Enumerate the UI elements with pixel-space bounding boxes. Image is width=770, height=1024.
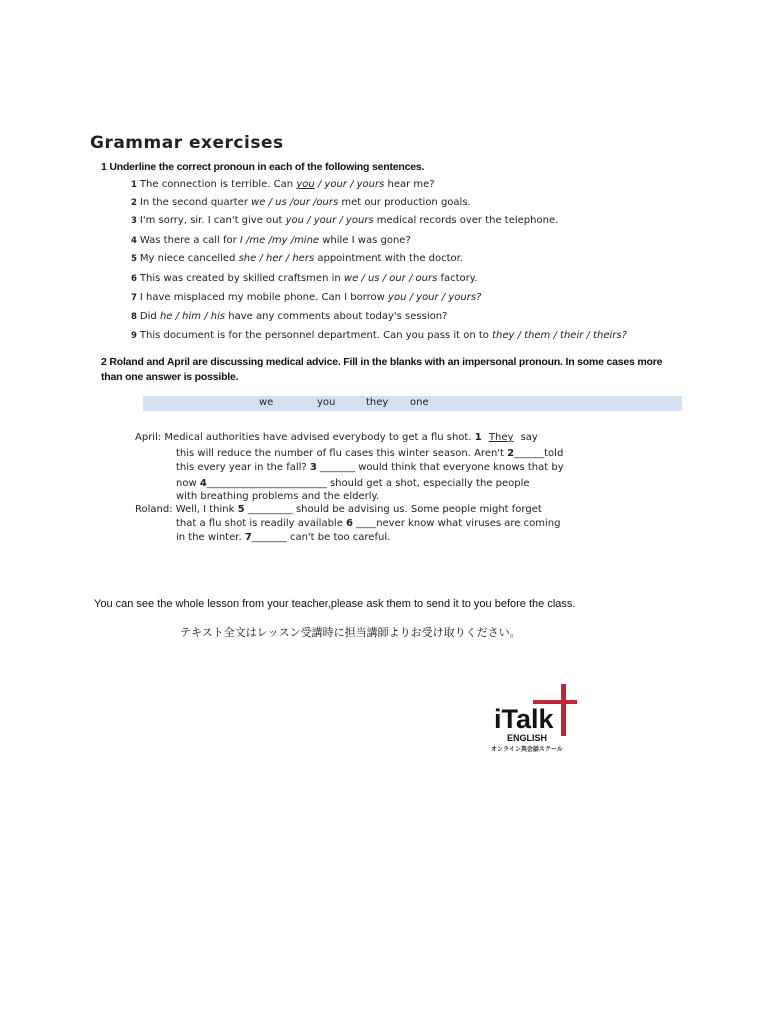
speaker-april: April: (135, 432, 162, 443)
question-item (131, 235, 411, 246)
dialogue-text: can't be too careful. (286, 532, 391, 543)
pronoun-options[interactable]: she / her / hers (238, 253, 315, 264)
pronoun-option-rest: / your / yours (314, 179, 385, 190)
section2-heading-line1: 2 Roland and April are discussing medical advice. Fill in the blanks with an impersonal pronoun. In some cases more (101, 356, 663, 368)
word-bank (143, 396, 682, 411)
dialogue-text: would think that everyone knows that by (355, 462, 564, 473)
pronoun-options[interactable]: they / them / their / theirs? (492, 330, 627, 341)
question-text: The connection is terrible. Can (139, 179, 297, 190)
pronoun-options[interactable] (296, 179, 384, 190)
pronoun-options[interactable]: he / him / his (159, 311, 226, 322)
blank-number: 2 (507, 448, 515, 459)
dialogue-text: should be advising us. Some people might forget (292, 504, 542, 515)
page-title: Grammar exercises (90, 133, 284, 153)
pronoun-options[interactable]: you / your / yours? (388, 292, 482, 303)
word-bank-item: they (366, 397, 389, 408)
question-item (131, 330, 627, 341)
question-text: Did (139, 311, 160, 322)
dialogue-text: this every year in the fall? (176, 462, 310, 473)
logo-cross-icon (480, 680, 600, 760)
dialogue-text: in the winter. (176, 532, 245, 543)
question-text: I have misplaced my mobile phone. Can I borrow (139, 292, 389, 303)
question-number: 7 (131, 293, 137, 303)
question-item (131, 311, 447, 322)
section2-heading-line2: than one answer is possible. (101, 371, 239, 383)
question-text: have any comments about today's session? (225, 311, 448, 322)
question-text: This document is for the personnel department. Can you pass it on to (139, 330, 493, 341)
answer-blank-2: ______ (514, 448, 545, 459)
question-number: 3 (131, 216, 137, 226)
dialogue-text: that a flu shot is readily available (176, 518, 347, 529)
question-text: while I was gone? (319, 235, 411, 246)
question-item (131, 215, 558, 226)
question-item (131, 253, 463, 264)
section2-heading (101, 355, 681, 385)
blank-number: 7 (244, 532, 252, 543)
word-bank-item: you (317, 397, 336, 408)
word-bank-item: one (410, 397, 429, 408)
answer-blank-6: ____ (353, 518, 377, 529)
dialogue-line (135, 432, 538, 443)
dialogue-line (135, 504, 542, 515)
question-text: appointment with the doctor. (314, 253, 464, 264)
question-text: met our production goals. (338, 197, 471, 208)
section1-heading: 1 Underline the correct pronoun in each of the following sentences. (101, 161, 425, 173)
question-item (131, 273, 477, 284)
question-number: 8 (131, 312, 137, 322)
answer-blank-7: _______ (251, 532, 287, 543)
question-text: This was created by skilled craftsmen in (139, 273, 344, 284)
question-number: 1 (131, 180, 137, 190)
question-text: hear me? (384, 179, 435, 190)
pronoun-options[interactable]: we / us /our /ours (251, 197, 339, 208)
question-text: factory. (437, 273, 478, 284)
question-text: In the second quarter (139, 197, 252, 208)
question-number: 9 (131, 331, 137, 341)
speaker-roland: Roland: (135, 504, 173, 515)
dialogue-line (176, 532, 390, 543)
dialogue-text: Medical authorities have advised everybody to get a flu shot. (164, 432, 475, 443)
dialogue-text: Well, I think (175, 504, 238, 515)
dialogue-line (176, 518, 560, 529)
pronoun-options[interactable]: I /me /my /mine (239, 235, 320, 246)
blank-number: 5 (237, 504, 245, 515)
dialogue-line (176, 462, 564, 473)
question-number: 4 (131, 236, 137, 246)
blank-number: 6 (346, 518, 353, 529)
question-item (131, 292, 481, 303)
dialogue-text: this will reduce the number of flu cases this winter season. Aren't (176, 448, 508, 459)
answer-blank-3: _______ (316, 462, 356, 473)
question-text: I'm sorry, sir. I can't give out (139, 215, 286, 226)
footer-note-japanese: テキスト全文はレッスン受講時に担当講師よりお受け取りください。 (180, 626, 521, 639)
question-item (131, 179, 435, 190)
pronoun-options[interactable]: we / us / our / ours (343, 273, 438, 284)
logo-subtitle: ENGLISH (507, 733, 548, 743)
word-bank-item: we (259, 397, 274, 408)
dialogue-text: say (517, 432, 538, 443)
question-text: Was there a call for (139, 235, 240, 246)
dialogue-line (176, 448, 563, 459)
answer-blank-4: ________________________ (206, 478, 327, 489)
dialogue-text: now (176, 478, 200, 489)
selected-pronoun: you (296, 179, 315, 190)
answer-blank-1: They (488, 432, 514, 443)
blank-number: 3 (309, 462, 317, 473)
dialogue-line: with breathing problems and the elderly. (176, 491, 380, 502)
dialogue-text: should get a shot, especially the people (326, 478, 530, 489)
dialogue-text: never know what viruses are coming (376, 518, 561, 529)
footer-note-english: You can see the whole lesson from your teacher,please ask them to send it to you before the class. (94, 598, 576, 610)
dialogue-line (176, 478, 530, 489)
question-text: medical records over the telephone. (373, 215, 559, 226)
dialogue-text: told (544, 448, 564, 459)
answer-blank-5: _________ (244, 504, 293, 515)
question-number: 5 (131, 254, 137, 264)
question-number: 2 (131, 198, 137, 208)
question-text: My niece cancelled (139, 253, 239, 264)
blank-number: 1 (474, 432, 482, 443)
blank-number: 4 (199, 478, 207, 489)
question-number: 6 (131, 274, 137, 284)
logo-tagline: オンライン英会話スクール (491, 746, 563, 753)
question-item (131, 197, 471, 208)
logo-wordmark: iTalk (494, 704, 554, 734)
pronoun-options[interactable]: you / your / yours (285, 215, 374, 226)
italk-logo (480, 680, 600, 760)
